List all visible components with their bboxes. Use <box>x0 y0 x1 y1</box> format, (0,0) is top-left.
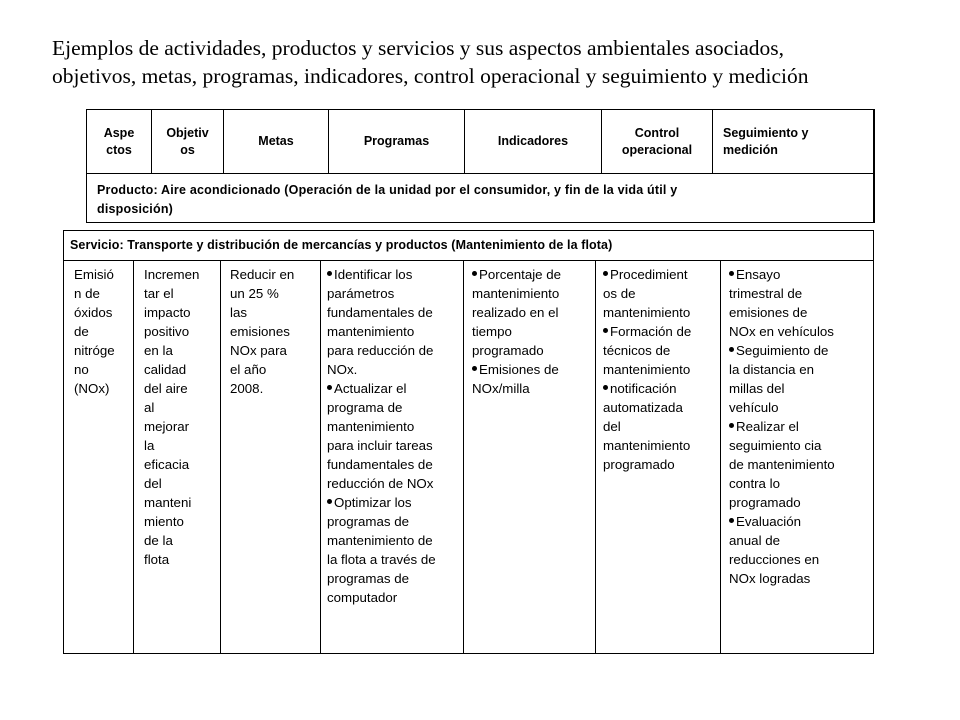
bullet-icon <box>603 385 608 390</box>
title-line-1: Ejemplos de actividades, productos y servicios y sus aspectos ambientales asociados, <box>52 36 785 60</box>
control-bullet-line: os de <box>603 286 636 301</box>
objetivos-line: Incremen <box>144 267 200 282</box>
objetivos-line: en la <box>144 343 173 358</box>
metas-line: emisiones <box>230 324 290 339</box>
programas-bullet-line: mantenimiento <box>327 324 415 339</box>
indicadores-bullet-line: mantenimiento <box>472 286 560 301</box>
header-objetivos <box>152 110 224 173</box>
programas-bullet-line: Actualizar el <box>327 379 463 398</box>
metas-line: NOx para <box>230 343 287 358</box>
objetivos-line: miento <box>144 514 184 529</box>
indicadores-bullet-line: realizado en el <box>472 305 559 320</box>
seguimiento-bullet-item <box>729 512 873 588</box>
objetivos-line: impacto <box>144 305 191 320</box>
seguimiento-bullet-line: vehículo <box>729 400 779 415</box>
seguimiento-bullet-line: trimestral de <box>729 286 803 301</box>
header-aspectos <box>87 110 152 173</box>
programas-bullet-line: NOx. <box>327 362 358 377</box>
seguimiento-bullet-line: Realizar el <box>729 417 873 436</box>
col-seguimiento <box>721 261 873 653</box>
objetivos-line: de la <box>144 533 173 548</box>
seguimiento-bullet-line: Seguimiento de <box>729 341 873 360</box>
objetivos-line: flota <box>144 552 170 567</box>
header-aspectos-l1: Aspe <box>103 125 135 140</box>
seguimiento-bullet-line: Ensayo <box>729 265 873 284</box>
control-bullet-line: notificación <box>603 379 720 398</box>
seguimiento-bullet-item <box>729 341 873 417</box>
objetivos-line: manteni <box>144 495 192 510</box>
header-objetivos-l2: os <box>180 142 195 157</box>
control-text <box>603 265 720 474</box>
indicadores-bullet-item <box>472 265 595 360</box>
aspectos-line: nitróge <box>74 343 115 358</box>
control-bullet-line: mantenimiento <box>603 362 691 377</box>
bullet-icon <box>327 385 332 390</box>
control-bullet-line: automatizada <box>603 400 683 415</box>
header-control-l2: operacional <box>621 142 693 157</box>
seguimiento-bullet-line: seguimiento cia <box>729 438 822 453</box>
col-metas <box>221 261 321 653</box>
aspectos-line: de <box>74 324 89 339</box>
control-bullet-line: del <box>603 419 621 434</box>
main-table <box>63 230 874 654</box>
header-table <box>86 109 875 223</box>
control-bullet-line: mantenimiento <box>603 438 691 453</box>
seguimiento-bullet-line: contra lo <box>729 476 780 491</box>
indicadores-bullet-line: Porcentaje de <box>472 265 595 284</box>
page-title <box>52 34 932 90</box>
aspectos-line: (NOx) <box>74 381 110 396</box>
col-control <box>596 261 721 653</box>
indicadores-bullet-line: programado <box>472 343 544 358</box>
bullet-icon <box>472 271 477 276</box>
objetivos-line: positivo <box>144 324 190 339</box>
aspectos-text <box>74 265 133 398</box>
programas-bullet-line: Identificar los <box>327 265 463 284</box>
control-bullet-line: técnicos de <box>603 343 671 358</box>
objetivos-line: del <box>144 476 162 491</box>
seguimiento-bullet-line: NOx en vehículos <box>729 324 834 339</box>
programas-bullet-line: fundamentales de <box>327 457 433 472</box>
programas-bullet-line: fundamentales de <box>327 305 433 320</box>
product-line-2: disposición) <box>97 202 174 216</box>
bullet-icon <box>603 328 608 333</box>
header-metas-l1: Metas <box>258 134 294 148</box>
header-aspectos-l2: ctos <box>106 142 132 157</box>
col-programas <box>321 261 464 653</box>
header-control <box>602 110 713 173</box>
seguimiento-bullet-line: de mantenimiento <box>729 457 835 472</box>
programas-bullet-line: parámetros <box>327 286 395 301</box>
programas-bullet-item <box>327 493 463 607</box>
control-bullet-line: Formación de <box>603 322 720 341</box>
header-indicadores <box>465 110 602 173</box>
header-programas <box>329 110 465 173</box>
programas-bullet-line: Optimizar los <box>327 493 463 512</box>
programas-bullet-line: programas de <box>327 514 410 529</box>
seguimiento-bullet-line: programado <box>729 495 801 510</box>
programas-bullet-line: la flota a través de <box>327 552 436 567</box>
control-bullet-line: programado <box>603 457 675 472</box>
bullet-icon <box>729 271 734 276</box>
product-line-1: Producto: Aire acondicionado (Operación de la unidad por el consumidor, y fin de la vida útil y <box>97 183 678 197</box>
header-control-l1: Control <box>634 125 680 140</box>
objetivos-line: mejorar <box>144 419 190 434</box>
objetivos-line: al <box>144 400 155 415</box>
objetivos-line: tar el <box>144 286 174 301</box>
metas-line: las <box>230 305 247 320</box>
control-bullet-line: mantenimiento <box>603 305 691 320</box>
indicadores-bullet-line: Emisiones de <box>472 360 595 379</box>
metas-line: un 25 % <box>230 286 279 301</box>
indicadores-bullet-line: NOx/milla <box>472 381 530 396</box>
objetivos-line: del aire <box>144 381 188 396</box>
bullet-icon <box>603 271 608 276</box>
programas-bullet-line: mantenimiento de <box>327 533 433 548</box>
control-bullet-item <box>603 265 720 322</box>
metas-text <box>230 265 320 398</box>
objetivos-text <box>144 265 220 569</box>
seguimiento-bullet-item <box>729 265 873 341</box>
header-programas-l1: Programas <box>363 134 430 148</box>
seguimiento-bullet-line: reducciones en <box>729 552 820 567</box>
programas-text <box>327 265 463 607</box>
seguimiento-bullet-line: NOx logradas <box>729 571 811 586</box>
bullet-icon <box>327 271 332 276</box>
programas-bullet-line: reducción de NOx <box>327 476 434 491</box>
bullet-icon <box>729 347 734 352</box>
control-bullet-item <box>603 322 720 379</box>
product-row <box>87 174 873 222</box>
seguimiento-bullet-line: anual de <box>729 533 781 548</box>
control-bullet-item <box>603 379 720 474</box>
bullet-icon <box>729 518 734 523</box>
seguimiento-bullet-line: emisiones de <box>729 305 808 320</box>
service-row: Servicio: Transporte y distribución de mercancías y productos (Mantenimiento de la flota) <box>64 231 873 261</box>
aspectos-line: Emisió <box>74 267 114 282</box>
seguimiento-bullet-line: millas del <box>729 381 785 396</box>
indicadores-bullet-line: tiempo <box>472 324 512 339</box>
bullet-icon <box>729 423 734 428</box>
col-aspectos <box>64 261 134 653</box>
programas-bullet-line: computador <box>327 590 398 605</box>
programas-bullet-item <box>327 379 463 493</box>
header-indicadores-l1: Indicadores <box>497 134 569 148</box>
col-indicadores <box>464 261 596 653</box>
objetivos-line: la <box>144 438 155 453</box>
header-seguimiento-l2: medición <box>723 142 778 157</box>
aspectos-line: n de <box>74 286 100 301</box>
metas-line: 2008. <box>230 381 264 396</box>
programas-bullet-line: programa de <box>327 400 403 415</box>
seguimiento-bullet-line: la distancia en <box>729 362 815 377</box>
programas-bullet-line: para incluir tareas <box>327 438 433 453</box>
header-seguimiento-l1: Seguimiento y <box>723 125 809 140</box>
objetivos-line: calidad <box>144 362 187 377</box>
indicadores-bullet-item <box>472 360 595 398</box>
col-objetivos <box>134 261 221 653</box>
objetivos-line: eficacia <box>144 457 190 472</box>
seguimiento-bullet-line: Evaluación <box>729 512 873 531</box>
programas-bullet-line: programas de <box>327 571 410 586</box>
seguimiento-text <box>729 265 873 588</box>
metas-line: Reducir en <box>230 267 295 282</box>
title-line-2: objetivos, metas, programas, indicadores, control operacional y seguimiento y medición <box>52 64 809 88</box>
indicadores-text <box>472 265 595 398</box>
header-seguimiento <box>713 110 874 173</box>
aspectos-line: óxidos <box>74 305 113 320</box>
seguimiento-bullet-item <box>729 417 873 512</box>
header-metas <box>224 110 329 173</box>
bullet-icon <box>472 366 477 371</box>
bullet-icon <box>327 499 332 504</box>
programas-bullet-line: mantenimiento <box>327 419 415 434</box>
header-row <box>87 110 873 174</box>
header-objetivos-l1: Objetiv <box>166 125 209 140</box>
aspectos-line: no <box>74 362 89 377</box>
metas-line: el año <box>230 362 267 377</box>
control-bullet-line: Procedimient <box>603 265 720 284</box>
programas-bullet-item <box>327 265 463 379</box>
programas-bullet-line: para reducción de <box>327 343 434 358</box>
